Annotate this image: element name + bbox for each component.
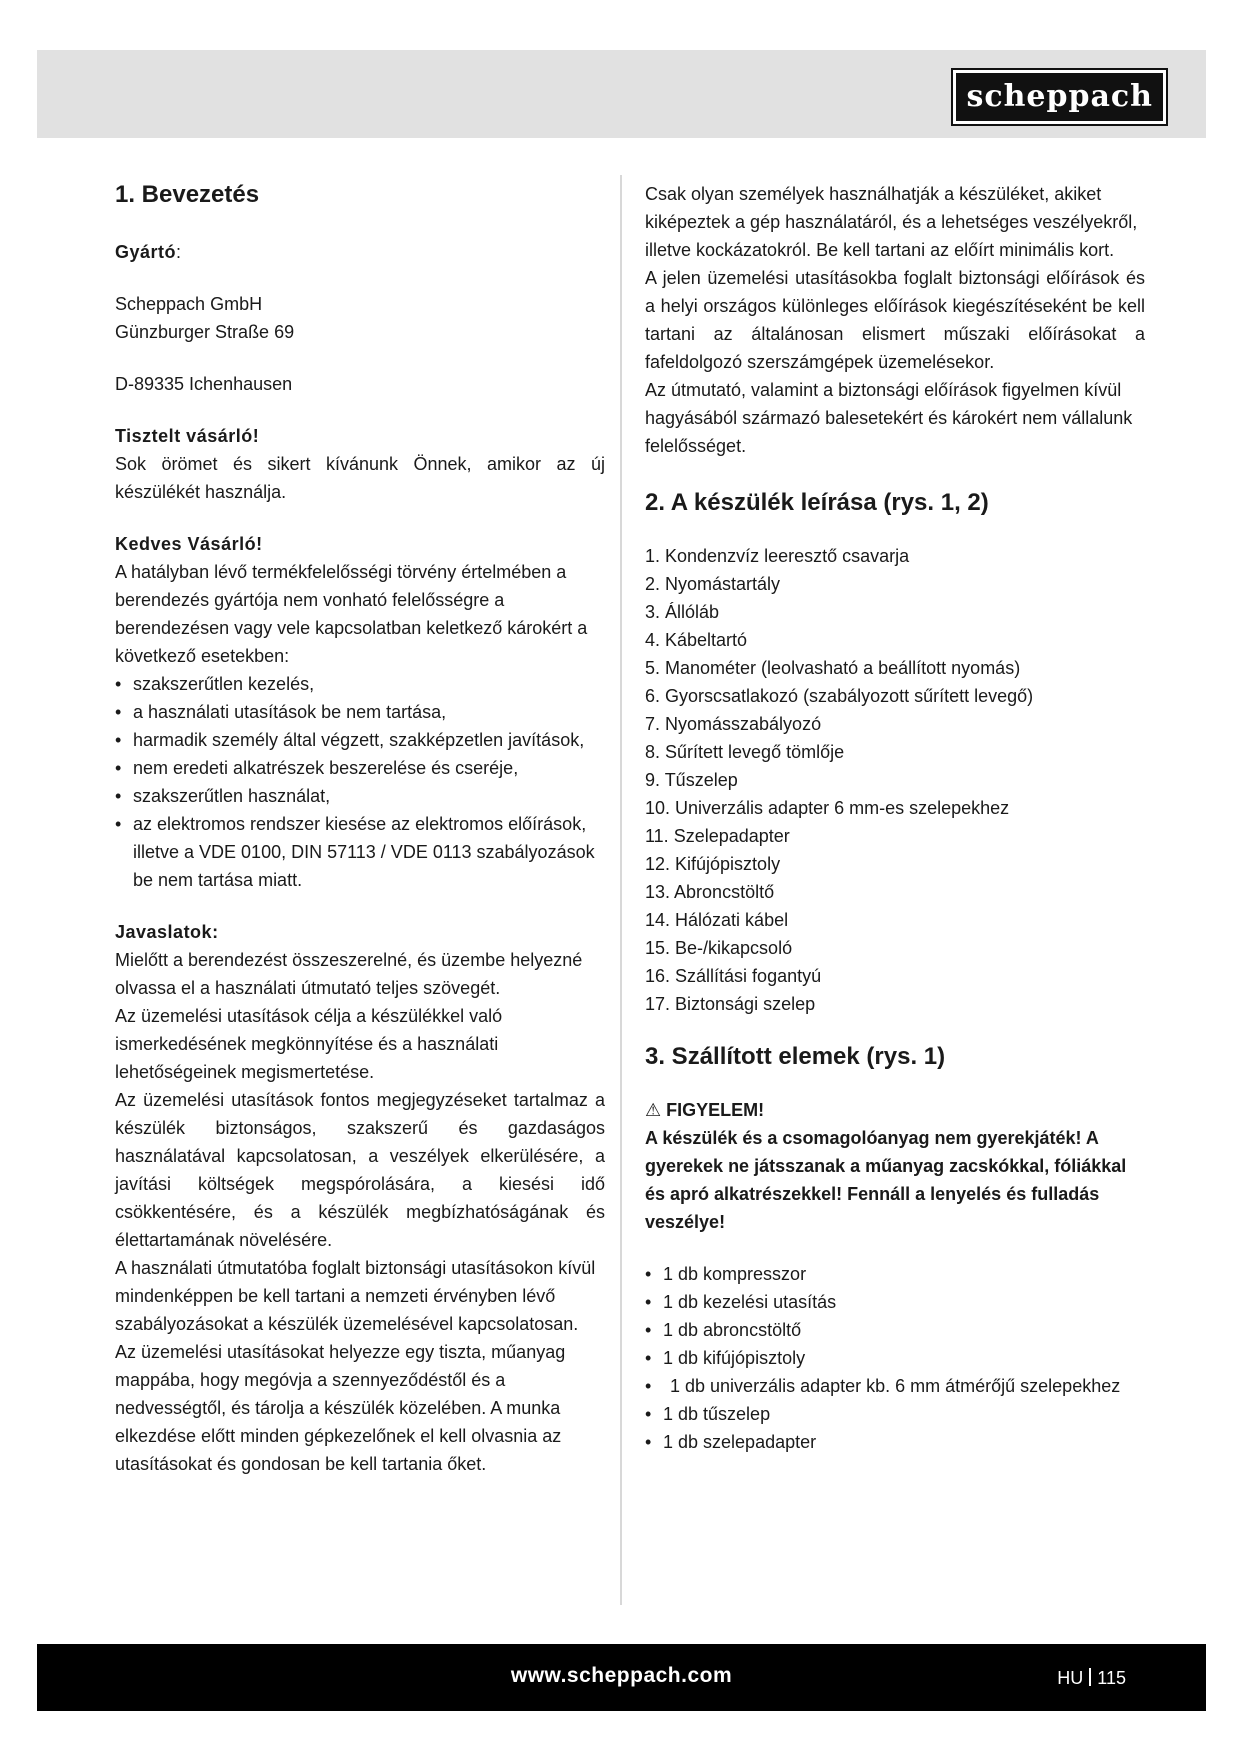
liability-text: A hatályban lévő termékfelelősségi törvény értelmében a berendezés gyártója nem vonható felelősségre a berendezésen vagy vele kapcsolatban keletkező károkért a következő esetekben: [115, 562, 588, 666]
list-item: 4. Kábeltartó [645, 630, 748, 650]
list-item: 16. Szállítási fogantyú [645, 966, 822, 986]
warning-title: ⚠ FIGYELEM! [645, 1100, 765, 1120]
list-item: 8. Sűrített levegő tömlője [645, 742, 845, 762]
list-item: 5. Manométer (leolvasható a beállított nyomás) [645, 658, 1021, 678]
list-item: 9. Tűszelep [645, 770, 738, 790]
manufacturer-line [115, 238, 605, 266]
address-line-1: Scheppach GmbH [115, 294, 263, 314]
intro-paragraph: Az útmutató, valamint a biztonsági előírások figyelmen kívül hagyásából származó balesetekért és károkért nem vállalunk felelősséget. [645, 380, 1133, 456]
dear-customer-2-label: Kedves Vásárló! [115, 534, 263, 554]
manufacturer-colon: : [176, 242, 182, 262]
list-item: • az elektromos rendszer kiesése az elektromos előírások, illetve a VDE 0100, DIN 57113 / VDE 0113 szabályozások be nem tartása miatt. [115, 810, 605, 894]
column-divider [620, 175, 622, 1605]
dear-customer-label: Tisztelt vásárló! [115, 426, 260, 446]
page-num: 115 [1097, 1668, 1126, 1688]
intro-paragraph: A jelen üzemelési utasításokba foglalt biztonsági előírások és a helyi országos különleges előírások kiegészítéseként be kell tartani az általánosan elismert műszaki előírásokat a fafeldolgozó szerszámgépek üzemelésekor. [645, 268, 1145, 372]
advice-label: Javaslatok: [115, 922, 219, 942]
list-item: 3. Állóláb [645, 602, 720, 622]
advice-paragraph: A használati útmutatóba foglalt biztonsági utasításokon kívül mindenképpen be kell tartani a nemzeti érvényben lévő szabályozásokat a készülék üzemelésével kapcsolatosan. [115, 1258, 596, 1334]
parts-list [645, 542, 1145, 1018]
section-heading-3: 3. Szállított elemek (rys. 1) [645, 1043, 946, 1070]
list-item: 13. Abroncstöltő [645, 882, 775, 902]
list-item: • nem eredeti alkatrészek beszerelése és cseréje, [115, 754, 605, 782]
list-item: • 1 db kompresszor [645, 1260, 1145, 1288]
section-heading-2: 2. A készülék leírása (rys. 1, 2) [645, 489, 989, 516]
dear-customer-text: Sok örömet és sikert kívánunk Önnek, amikor az új készülékét használja. [115, 454, 605, 502]
list-item: 12. Kifújópisztoly [645, 854, 781, 874]
list-item: • a használati utasítások be nem tartása, [115, 698, 605, 726]
advice-paragraph: Az üzemelési utasítások fontos megjegyzéseket tartalmaz a készülék biztonságos, szakszerű és gazdaságos használatával kapcsolatosan, a veszélyek elkerülésére, a javítási költségek megspórolására, a kiesési idő csökkentésére, és a készülék megbízhatóságának és élettartamának növelésére. [115, 1090, 605, 1250]
footer-url[interactable]: www.scheppach.com [510, 1664, 733, 1687]
list-item: 10. Univerzális adapter 6 mm-es szelepekhez [645, 798, 1010, 818]
list-item: • 1 db kifújópisztoly [645, 1344, 1145, 1372]
warning-icon: ⚠ [645, 1100, 662, 1120]
scope-list [645, 1260, 1145, 1456]
advice-paragraph: Az üzemelési utasításokat helyezze egy tiszta, műanyag mappába, hogy megóvja a szennyeződéstől és a nedvességtől, és tárolja a készülék közelében. A munka elkezdése előtt minden gépkezelőnek el kell olvasnia az utasításokat és gondosan be kell tartania őket. [115, 1342, 566, 1474]
list-item: 7. Nyomásszabályozó [645, 714, 822, 734]
section-heading-1: 1. Bevezetés [115, 181, 260, 208]
list-item: • 1 db univerzális adapter kb. 6 mm átmérőjű szelepekhez [645, 1372, 1145, 1400]
list-item: 6. Gyorscsatlakozó (szabályozott sűrített levegő) [645, 686, 1034, 706]
address-line-2: Günzburger Straße 69 [115, 322, 295, 342]
right-column [645, 180, 1145, 1456]
list-item: • 1 db tűszelep [645, 1400, 1145, 1428]
list-item: • harmadik személy által végzett, szakképzetlen javítások, [115, 726, 605, 754]
page-footer [37, 1644, 1206, 1711]
page-header [37, 50, 1206, 138]
manufacturer-label: Gyártó [115, 242, 177, 262]
advice-paragraph: Mielőtt a berendezést összeszerelné, és üzembe helyezné olvassa el a használati útmutató teljes szövegét. [115, 950, 583, 998]
page-number [1057, 1668, 1126, 1689]
brand-logo: scheppach [953, 70, 1166, 124]
address-line-3: D-89335 Ichenhausen [115, 374, 293, 394]
list-item: 14. Hálózati kábel [645, 910, 789, 930]
list-item: 11. Szelepadapter [645, 826, 790, 846]
language-code: HU [1057, 1668, 1084, 1688]
list-item: • 1 db kezelési utasítás [645, 1288, 1145, 1316]
left-column [115, 180, 605, 1478]
separator [1089, 1668, 1091, 1686]
list-item: • 1 db abroncstöltő [645, 1316, 1145, 1344]
liability-list [115, 670, 605, 894]
intro-paragraph: Csak olyan személyek használhatják a készüléket, akiket kiképeztek a gép használatáról, és a lehetséges veszélyekről, illetve kockázatokról. Be kell tartani az előírt minimális kort. [645, 184, 1138, 260]
advice-paragraph: Az üzemelési utasítások célja a készülékkel való ismerkedésének megkönnyítése és a használati lehetőségeinek megismertetése. [115, 1006, 503, 1082]
list-item: • szakszerűtlen kezelés, [115, 670, 605, 698]
warning-text: A készülék és a csomagolóanyag nem gyerekjáték! A gyerekek ne játsszanak a műanyag zacskókkal, fóliákkal és apró alkatrészekkel! Fennáll a lenyelés és fulladás veszélye! [645, 1128, 1127, 1232]
list-item: 1. Kondenzvíz leeresztő csavarja [645, 546, 910, 566]
list-item: 2. Nyomástartály [645, 574, 781, 594]
list-item: • 1 db szelepadapter [645, 1428, 1145, 1456]
list-item: 15. Be-/kikapcsoló [645, 938, 793, 958]
list-item: • szakszerűtlen használat, [115, 782, 605, 810]
list-item: 17. Biztonsági szelep [645, 994, 816, 1014]
